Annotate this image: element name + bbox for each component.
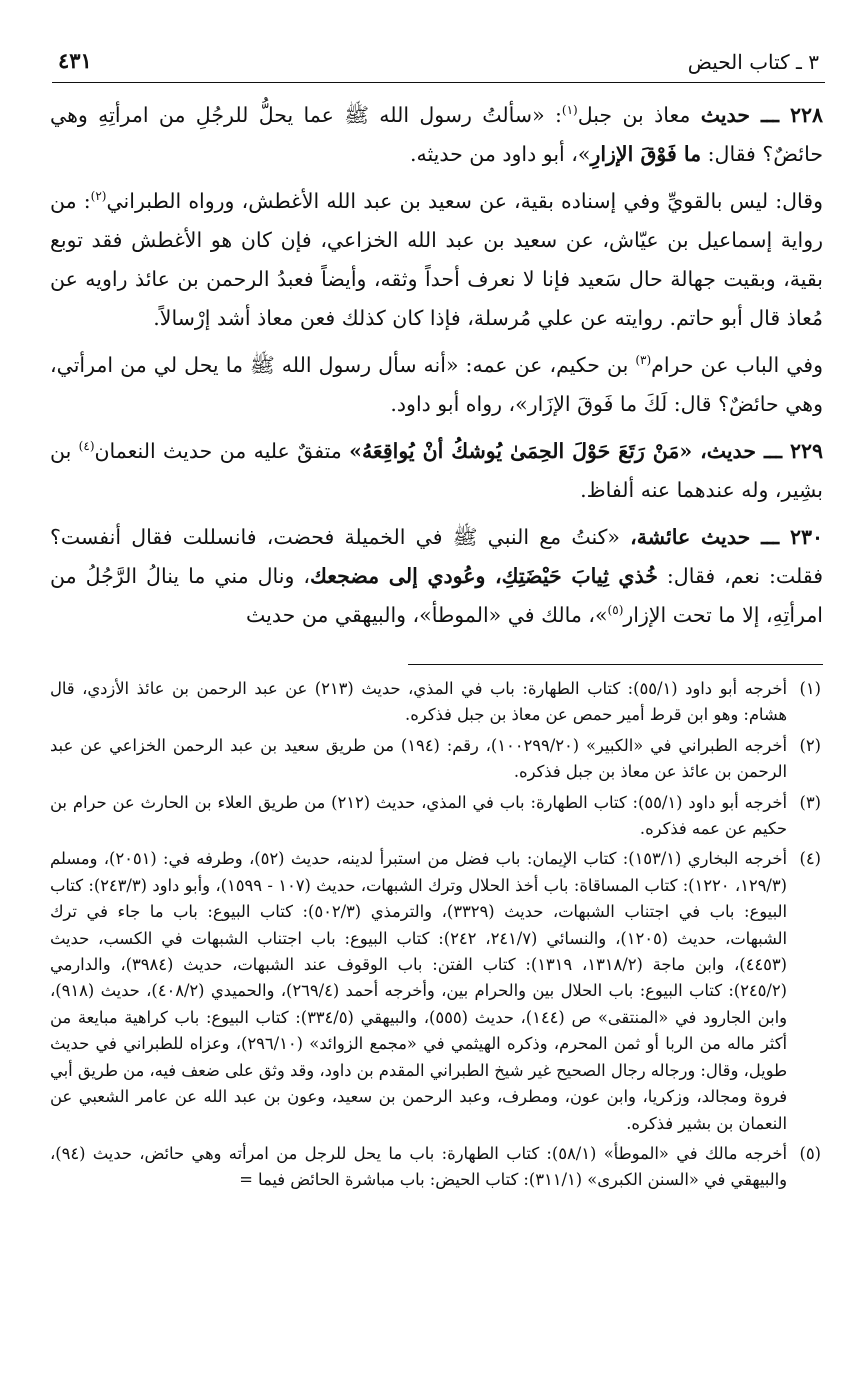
footnote-ref: (٣) (635, 353, 652, 368)
hadith-230 (50, 518, 823, 635)
text-run: بن حكيم، عن عمه: «أنه سأل رسول الله ﷺ ما يحل لي من امرأتي، وهي حائضٌ؟ قال: لَكَ ما فَوقَ الإزَار»، رواه أبو داود. (50, 353, 823, 416)
hadith-228 (50, 96, 823, 174)
footnote-number: (٤) (799, 849, 821, 869)
text-run: »، أبو داود من حديثه. (409, 142, 591, 166)
text-run: بن بشِير، وله عندهما عنه ألفاظ. (50, 439, 823, 502)
hadith-number: ٢٢٩ ـــ (763, 439, 824, 463)
commentary-paragraph (50, 182, 823, 338)
text-run: »، مالك في «الموطأ»، والبيهقي من حديث (246, 603, 608, 627)
text-run: ، ونال مني ما ينالُ الرَّجُلُ من امرأتِهِ، إلا ما تحت الإزار (50, 564, 823, 627)
footnote-ref: (٥) (607, 603, 624, 618)
text-run: «كنتُ مع النبي ﷺ في الخميلة فحضت، فانسللت فقال أنفست؟ فقلت: نعم، فقال: (50, 525, 823, 588)
footnote (50, 1141, 821, 1194)
footnote-separator (408, 664, 823, 665)
footnote (50, 676, 821, 729)
footnote (50, 733, 821, 786)
text-run: وقال: ليس بالقويِّ وفي إسناده بقية، عن سعيد بن عبد الله الأغطش، ورواه الطبراني (106, 189, 824, 213)
chapter-title: ٣ ـ كتاب الحيض (687, 50, 819, 74)
footnote-ref: (٢) (90, 189, 107, 204)
footnote-number: (١) (799, 679, 821, 698)
hadith-heading: حديث، (700, 439, 764, 463)
footnote-ref: (١) (561, 103, 578, 118)
hadith-number: ٢٢٨ ـــ (760, 103, 824, 127)
hadith-phrase: ما فَوْقَ الإزارِ (590, 142, 702, 166)
hadith-phrase: خُذي ثِيابَ حَيْضَتِكِ، وعُودي إلى مضجعك (310, 564, 658, 588)
hadith-229 (50, 432, 823, 510)
related-narration-paragraph (50, 346, 823, 424)
footnote-text: أخرجه أبو داود (٥٥/١): كتاب الطهارة: باب في المذي، حديث (٢١٢) من طريق العلاء بن الحارث عن حرام بن حكيم عن عمه فذكره. (50, 792, 787, 839)
page-number: ٤٣١ (58, 48, 92, 73)
footnote (50, 790, 821, 843)
hadith-phrase: «مَنْ رَتَعَ حَوْلَ الحِمَىٰ يُوشكُ أنْ يُواقِعَهُ» (349, 439, 701, 463)
footnote-number: (٢) (799, 735, 821, 755)
hadith-number: ٢٣٠ ـــ (761, 525, 824, 549)
footnote-text: أخرجه الطبراني في «الكبير» (١٠٠٢٩٩/٢٠)، رقم: (١٩٤) من طريق سعيد بن عبد الرحمن الخزاعي عن عبد الرحمن بن عائذ عن معاذ بن جبل فذكره. (50, 735, 788, 782)
text-run: وفي الباب عن حرام (651, 353, 824, 377)
text-run: متفقٌ عليه من حديث النعمان (94, 439, 350, 463)
footnote-number: (٣) (799, 792, 821, 812)
footnote-text: أخرجه مالك في «الموطأ» (٥٨/١): كتاب الطهارة: باب ما يحل للرجل من امرأته وهي حائض، حديث (٩٤)، والبيهقي في «السنن الكبرى» (٣١١/١): كتاب الحيض: باب مباشرة الحائض فيما = (50, 1143, 787, 1190)
footnote-number: (٥) (799, 1143, 821, 1163)
hadith-heading: حديث (700, 103, 761, 127)
text-run: معاذ بن جبل (577, 103, 701, 127)
footnote (50, 846, 821, 1136)
footnote-text: أخرجه أبو داود (٥٥/١): كتاب الطهارة: باب في المذي، حديث (٢١٣) عن عبد الرحمن بن عائذ الأزدي، قال هشام: وهو ابن قرط أمير حمص عن معاذ بن جبل فذكره. (50, 679, 788, 725)
footnote-text: أخرجه البخاري (١٥٣/١): كتاب الإيمان: باب فضل من استبرأ لدينه، حديث (٥٢)، وطرفه في: (٢٠٥١)، ومسلم (١٢٩/٣، ١٢٢٠): كتاب المساقاة: باب أخذ الحلال وترك الشبهات، حديث (١٠٧ - ١٥٩٩)، وأبو داود (٢٤٣/٣): كتاب البيوع: باب في اجتناب الشبهات، حديث (٣٣٢٩)، والترمذي (٥٠٢/٣): كتاب البيوع: باب ما جاء في ترك الشبهات، حديث (١٢٠٥)، والنسائي (٢٤١/٧، ٢٤٢): كتاب البيوع: باب اجتناب الشبهات في الكسب، حديث (٤٤٥٣)، وابن ماجة (١٣١٨/٢، ١٣١٩): كتاب الفتن: باب الوقوف عند الشبهات، حديث (٣٩٨٤)، والدارمي (٢٤٥/٢): كتاب البيوع: باب الحلال بين والحرام بين، وأخرجه أحمد (٢٦٩/٤)، والحميدي (٤٠٨/٢)، حديث (٩١٨)، وابن الجارود في «المنتقى» ص (١٤٤)، حديث (٥٥٥)، والبيهقي (٣٣٤/٥): كتاب البيوع: باب كراهية مبايعة من أكثر ماله من الربا أو ثمن المحرم، وذكره الهيثمي في «مجمع الزوائد» (٢٩٦/١٠)، وعزاه للطبراني في حديث طويل، وقال: ورجاله رجال الصحيح غير شيخ الطبراني المقدم بن داود، وقد وثق على ضعف فيه، من طريق أبي فروة ومجالد، وزكريا، وابن عون، ومطرف، وعبد الرحمن بن سعيد، وعون بن عبد الله عن عامر الشعبي عن النعمان بن بشير فذكره. (50, 849, 787, 1133)
main-text (50, 96, 823, 643)
hadith-heading: حديث عائشة، (630, 525, 762, 549)
page-header (52, 42, 825, 83)
text-run: : «سألتُ رسول الله ﷺ عما يحلُّ للرجُلِ من امرأتِهِ وهي حائضٌ؟ فقال: (50, 103, 823, 166)
text-run: : من رواية إسماعيل بن عيّاش، عن سعيد بن عبد الله الخزاعي، فإن كان هو الأغطش فقد توبع بقية، وبقيت جهالة حال سَعيد فإنا لا نعرف أحداً وثقه، وأيضاً فعبدُ الرحمن بن عائذ راويه عن مُعاذ قال أبو حاتم. روايته عن علي مُرسلة، فإذا كان كذلك فعن معاذ أشد إرْسالاً. (50, 189, 823, 330)
footnote-ref: (٤) (78, 439, 95, 454)
footnotes (50, 676, 821, 1198)
